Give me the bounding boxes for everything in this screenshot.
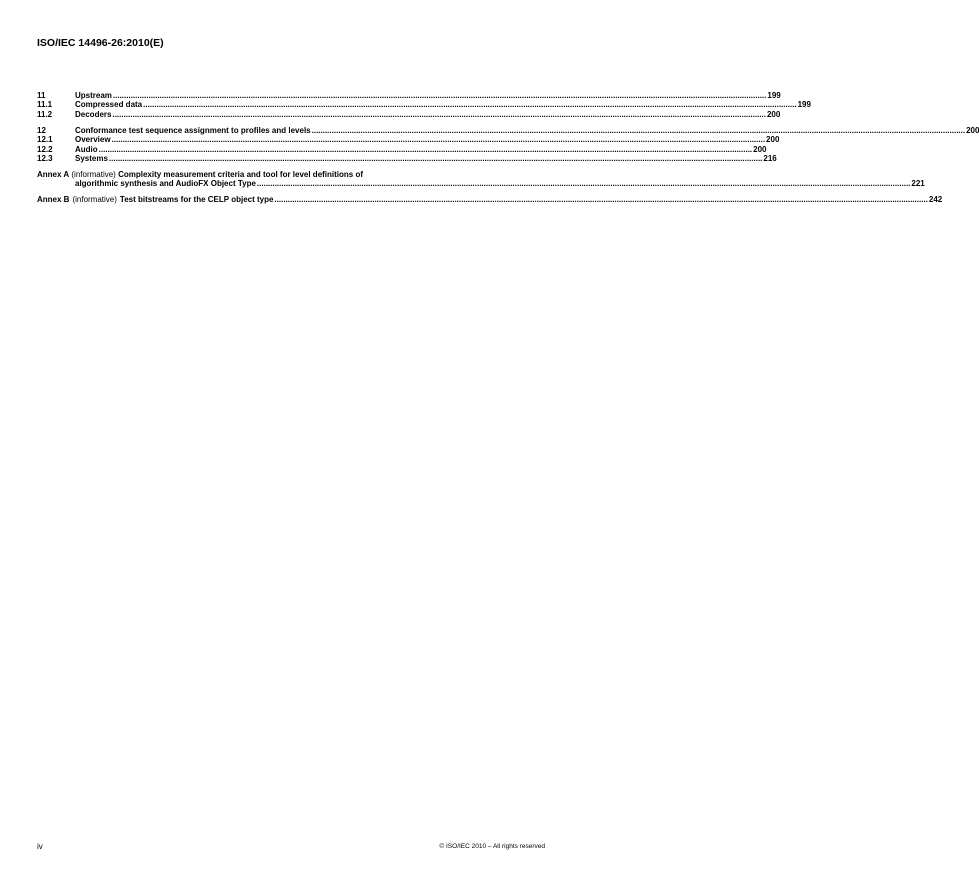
toc-entry-page: 221 <box>911 179 925 189</box>
annex-type: (informative) <box>71 169 116 179</box>
dot-leader <box>109 154 762 163</box>
toc-entry-page: 199 <box>797 100 811 110</box>
toc-annex-a[interactable] <box>37 169 925 189</box>
toc-entry-title: Conformance test sequence assignment to profiles and levels <box>75 125 311 135</box>
dot-leader <box>312 126 965 135</box>
annex-label: Annex B <box>37 195 70 205</box>
toc-entry-page: 200 <box>766 135 780 145</box>
dot-leader <box>112 110 765 119</box>
toc-entry-page: 216 <box>763 153 777 163</box>
dot-leader <box>274 195 927 204</box>
toc-entry[interactable] <box>37 109 781 119</box>
dot-leader <box>143 100 796 109</box>
toc-entry-title: Audio <box>75 144 98 154</box>
toc-entry-page: 199 <box>767 91 781 100</box>
toc-entry-page: 200 <box>766 109 781 119</box>
toc-entry[interactable] <box>37 153 777 163</box>
toc-entry-page: 242 <box>928 195 943 205</box>
document-header: ISO/IEC 14496-26:2010(E) <box>37 37 164 49</box>
annex-label: Annex A <box>37 169 70 179</box>
toc-entry-title: Compressed data <box>75 100 143 110</box>
page-number: iv <box>37 842 43 851</box>
annex-title-continued: algorithmic synthesis and AudioFX Object Type <box>75 179 256 189</box>
annex-title: Complexity measurement criteria and tool for level definitions of <box>118 169 364 179</box>
dot-leader <box>112 135 765 144</box>
toc-entry[interactable] <box>37 135 780 145</box>
toc-entry-page: 200 <box>753 144 767 154</box>
toc-entry-number: 11.2 <box>37 109 53 119</box>
toc-entry[interactable] <box>37 144 767 154</box>
toc-entry-number: 12.1 <box>37 135 53 145</box>
toc-entry-number: 12.3 <box>37 153 53 163</box>
toc-entry-title: Decoders <box>75 109 112 119</box>
annex-type: (informative) <box>72 195 117 205</box>
dot-leader <box>113 91 766 100</box>
toc-entry-number: 11.1 <box>37 100 53 110</box>
dot-leader <box>257 179 910 188</box>
toc-entry[interactable] <box>37 100 811 110</box>
dot-leader <box>99 145 752 154</box>
table-of-contents <box>37 91 979 205</box>
annex-title: Test bitstreams for the CELP object type <box>119 195 274 205</box>
toc-entry[interactable] <box>37 91 781 100</box>
toc-entry-title: Overview <box>75 135 111 145</box>
toc-entry-title: Systems <box>75 153 108 163</box>
toc-entry[interactable] <box>37 125 979 135</box>
toc-entry-page: 200 <box>966 125 979 135</box>
toc-annex-b[interactable] <box>37 195 943 205</box>
toc-entry-number: 12.2 <box>37 144 53 154</box>
toc-entry-number: 11 <box>37 91 46 100</box>
toc-entry-number: 12 <box>37 125 46 135</box>
toc-entry-title: Upstream <box>75 91 112 100</box>
copyright-notice: © ISO/IEC 2010 – All rights reserved <box>439 843 545 850</box>
